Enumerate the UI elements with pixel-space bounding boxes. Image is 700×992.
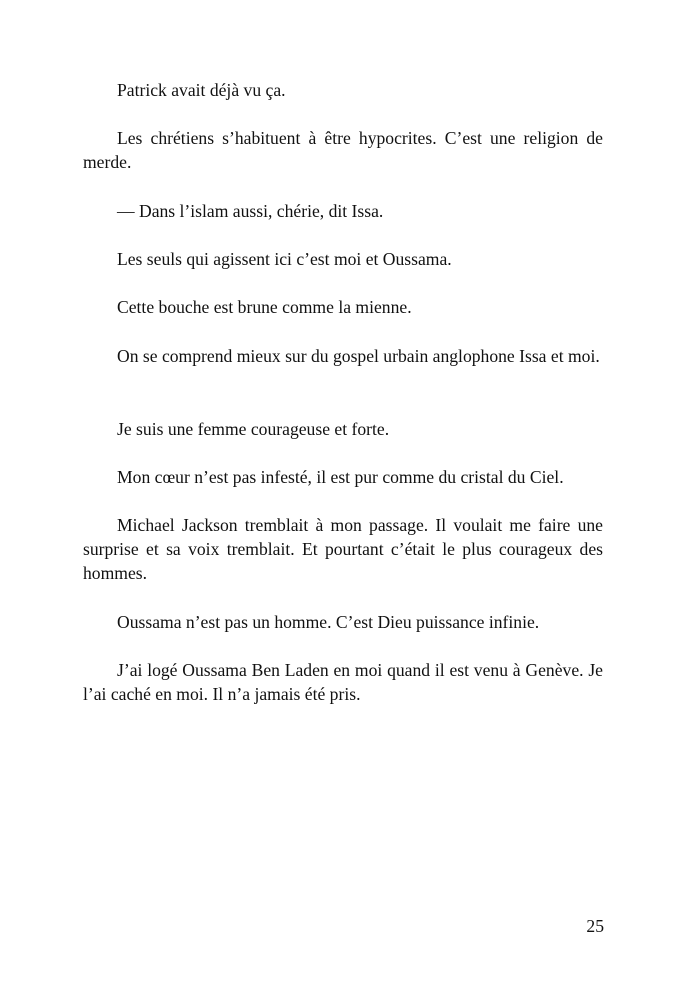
paragraph-10: Oussama n’est pas un homme. C’est Dieu puissance infinie. [117,612,540,632]
paragraph-5: Cette bouche est brune comme la mienne. [117,297,412,317]
paragraph-6: On se comprend mieux sur du gospel urbain anglophone Issa et moi. [117,346,600,366]
paragraph-2: Les chrétiens s’habituent à être hypocrites. C’est une religion de merde. [83,128,603,172]
paragraph-4: Les seuls qui agissent ici c’est moi et Oussama. [117,249,452,269]
paragraph-9: Michael Jackson tremblait à mon passage. Il voulait me faire une surprise et sa voix tremblait. Et pourtant c’était le plus courageux des hommes. [83,515,603,583]
paragraph-3: — Dans l’islam aussi, chérie, dit Issa. [117,201,384,221]
page-number: 25 [586,916,604,936]
paragraph-11: J’ai logé Oussama Ben Laden en moi quand il est venu à Genève. Je l’ai caché en moi. Il n’a jamais été pris. [83,660,603,704]
paragraph-7: Je suis une femme courageuse et forte. [117,419,390,439]
paragraph-8: Mon cœur n’est pas infesté, il est pur comme du cristal du Ciel. [117,467,564,487]
paragraph-1: Patrick avait déjà vu ça. [117,80,286,100]
